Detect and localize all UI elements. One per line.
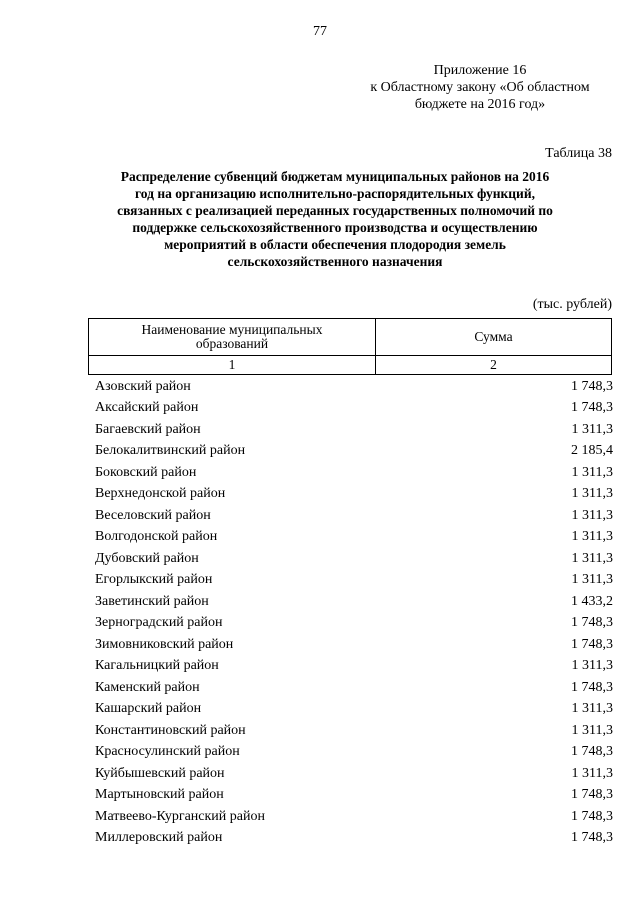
table-row	[95, 656, 613, 678]
municipality-name: Каменский район	[95, 679, 200, 695]
municipality-name: Багаевский район	[95, 421, 201, 437]
subsidy-amount: 1 311,3	[571, 701, 613, 717]
municipality-name: Боковский район	[95, 464, 197, 480]
table-row	[95, 699, 613, 721]
municipality-name: Красносулинский район	[95, 744, 240, 760]
municipality-name: Веселовский район	[95, 507, 211, 523]
title-line: год на организацию исполнительно-распорядительных функций,	[135, 186, 535, 201]
title-line: Распределение субвенций бюджетам муниципальных районов на 2016	[120, 169, 550, 184]
subsidy-amount: 1 748,3	[571, 830, 613, 846]
table-row	[95, 742, 613, 764]
table-row	[95, 462, 613, 484]
column-header-name	[89, 319, 376, 356]
appendix-line: бюджете на 2016 год»	[414, 97, 546, 112]
table-row	[95, 570, 613, 592]
subsidy-amount: 1 311,3	[571, 507, 613, 523]
municipality-name: Константиновский район	[95, 722, 246, 738]
units-label: (тыс. рублей)	[532, 297, 612, 312]
title-line: сельскохозяйственного назначения	[227, 254, 443, 269]
subsidy-amount: 1 433,2	[571, 593, 613, 609]
table-row	[95, 828, 613, 850]
municipality-name: Матвеево-Курганский район	[95, 808, 265, 824]
municipality-name: Заветинский район	[95, 593, 209, 609]
table-row	[95, 484, 613, 506]
appendix-reference	[350, 62, 610, 113]
title-line: поддержке сельскохозяйственного производства и осуществлению	[132, 220, 538, 235]
municipality-name: Кашарский район	[95, 701, 202, 717]
municipality-name: Мартыновский район	[95, 787, 224, 803]
page-number: 77	[313, 24, 327, 39]
subsidy-amount: 2 185,4	[571, 443, 613, 459]
subsidy-amount: 1 311,3	[571, 421, 613, 437]
title-line: мероприятий в области обеспечения плодородия земель	[164, 237, 506, 252]
subsidy-amount: 1 311,3	[571, 572, 613, 588]
table-row	[95, 441, 613, 463]
subsidy-amount: 1 748,3	[571, 378, 613, 394]
subsidy-amount: 1 311,3	[571, 722, 613, 738]
municipality-name: Аксайский район	[95, 400, 199, 416]
municipality-name: Егорлыкский район	[95, 572, 213, 588]
table-body	[95, 376, 613, 849]
municipality-name: Белокалитвинский район	[95, 443, 246, 459]
municipality-name: Волгодонской район	[95, 529, 218, 545]
subsidy-amount: 1 748,3	[571, 636, 613, 652]
table-row	[95, 785, 613, 807]
subsidy-amount: 1 748,3	[571, 787, 613, 803]
table-row	[95, 505, 613, 527]
table-row	[95, 527, 613, 549]
municipality-name: Верхнедонской район	[95, 486, 226, 502]
table-label: Таблица 38	[545, 146, 612, 161]
subsidy-amount: 1 748,3	[571, 400, 613, 416]
column-number-name: 1	[89, 356, 376, 375]
subsidy-amount: 1 311,3	[571, 486, 613, 502]
subsidy-amount: 1 748,3	[571, 615, 613, 631]
subsidy-amount: 1 311,3	[571, 658, 613, 674]
subsidy-amount: 1 311,3	[571, 765, 613, 781]
column-header-name-line: Наименование муниципальных	[141, 322, 323, 337]
municipality-name: Азовский район	[95, 378, 191, 394]
table-row	[95, 376, 613, 398]
table-row	[95, 591, 613, 613]
column-header-sum: Сумма	[376, 319, 612, 356]
table-row	[95, 613, 613, 635]
column-number-sum: 2	[376, 356, 612, 375]
table-row	[95, 634, 613, 656]
table-row	[95, 806, 613, 828]
column-header-name-line: образований	[195, 336, 269, 351]
municipality-name: Миллеровский район	[95, 830, 223, 846]
table-row	[95, 763, 613, 785]
municipality-name: Зимовниковский район	[95, 636, 234, 652]
document-title	[90, 168, 580, 270]
subsidy-amount: 1 748,3	[571, 808, 613, 824]
municipality-name: Зерноградский район	[95, 615, 223, 631]
appendix-line: к Областному закону «Об областном	[370, 80, 590, 95]
appendix-line: Приложение 16	[433, 63, 527, 78]
subsidy-amount: 1 311,3	[571, 464, 613, 480]
title-line: связанных с реализацией переданных государственных полномочий по	[117, 203, 553, 218]
table-header	[88, 318, 612, 375]
municipality-name: Куйбышевский район	[95, 765, 225, 781]
subsidy-amount: 1 748,3	[571, 744, 613, 760]
table-row	[95, 677, 613, 699]
table-row	[95, 398, 613, 420]
subsidy-amount: 1 311,3	[571, 550, 613, 566]
table-row	[95, 548, 613, 570]
table-row	[95, 419, 613, 441]
subsidy-amount: 1 311,3	[571, 529, 613, 545]
subsidy-amount: 1 748,3	[571, 679, 613, 695]
municipality-name: Кагальницкий район	[95, 658, 219, 674]
municipality-name: Дубовский район	[95, 550, 199, 566]
table-row	[95, 720, 613, 742]
